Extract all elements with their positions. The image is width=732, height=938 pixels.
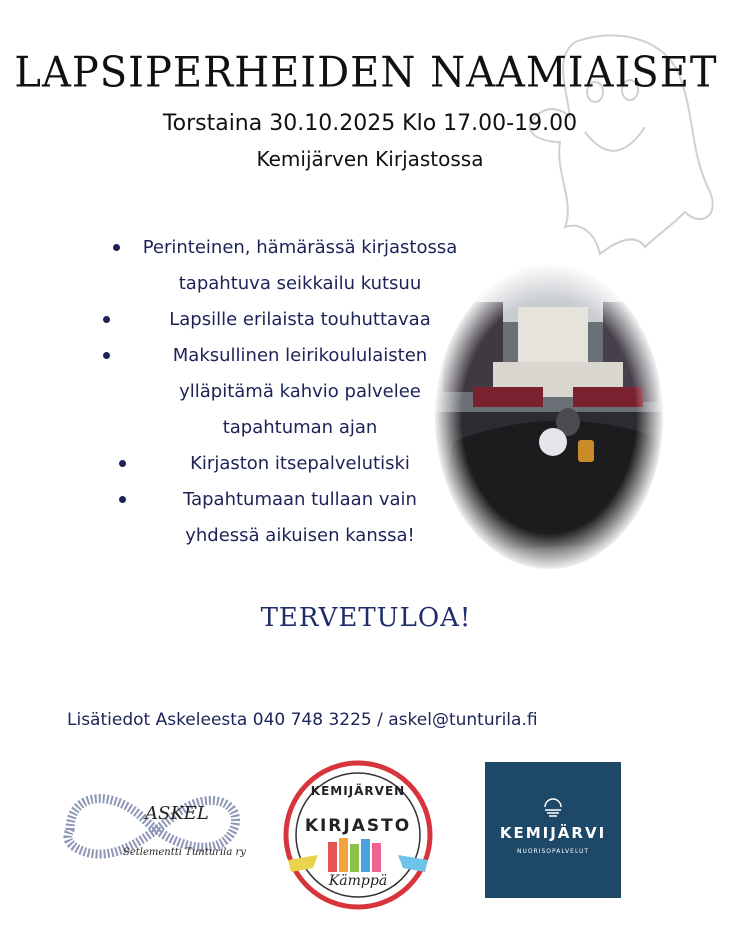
event-venue: Kemijärven Kirjastossa: [256, 147, 484, 171]
bullet-dot: [119, 460, 126, 467]
kemijarvi-logo: [485, 762, 621, 898]
contact-info: Lisätiedot Askeleesta 040 748 3225 / askel@tunturila.fi: [67, 710, 538, 730]
bullet-line: tapahtuman ajan: [222, 417, 378, 438]
askel-subtitle: Setlementti Tunturila ry: [123, 847, 246, 858]
askel-logo-swirl: [55, 775, 245, 875]
bullet-dot: [119, 496, 126, 503]
kirjasto-logo: [283, 760, 433, 910]
kirjasto-middle-text: KIRJASTO: [304, 816, 412, 836]
library-photo: [433, 262, 665, 572]
askel-logo: [55, 775, 245, 875]
bullet-line: Perinteinen, hämärässä kirjastossa: [142, 237, 458, 258]
kemijarvi-subtitle: NUORISOPALVELUT: [516, 848, 590, 855]
welcome-text: TERVETULOA!: [260, 603, 472, 633]
bullet-dot: [103, 352, 110, 359]
bullet-line: Maksullinen leirikoululaisten: [172, 345, 428, 366]
bullet-dot: [103, 316, 110, 323]
bullet-line: tapahtuva seikkailu kutsuu: [178, 273, 422, 294]
event-date: Torstaina 30.10.2025 Klo 17.00-19.00: [162, 111, 578, 136]
bullet-line: ylläpitämä kahvio palvelee: [179, 381, 421, 402]
bullet-dot: [113, 244, 120, 251]
kirjasto-bottom-text: Kämppä: [328, 873, 388, 889]
askel-name: ASKEL: [145, 803, 209, 824]
bullet-line: Lapsille erilaista touhuttavaa: [169, 309, 431, 330]
bullet-line: Kirjaston itsepalvelutiski: [190, 453, 410, 474]
kemijarvi-name: KEMIJÄRVI: [499, 824, 607, 842]
bullet-line: yhdessä aikuisen kanssa!: [185, 525, 415, 546]
poster-title: LAPSIPERHEIDEN NAAMIAISET: [14, 48, 718, 98]
kirjasto-top-text: KEMIJÄRVEN: [310, 784, 406, 798]
bullet-line: Tapahtumaan tullaan vain: [183, 489, 417, 510]
